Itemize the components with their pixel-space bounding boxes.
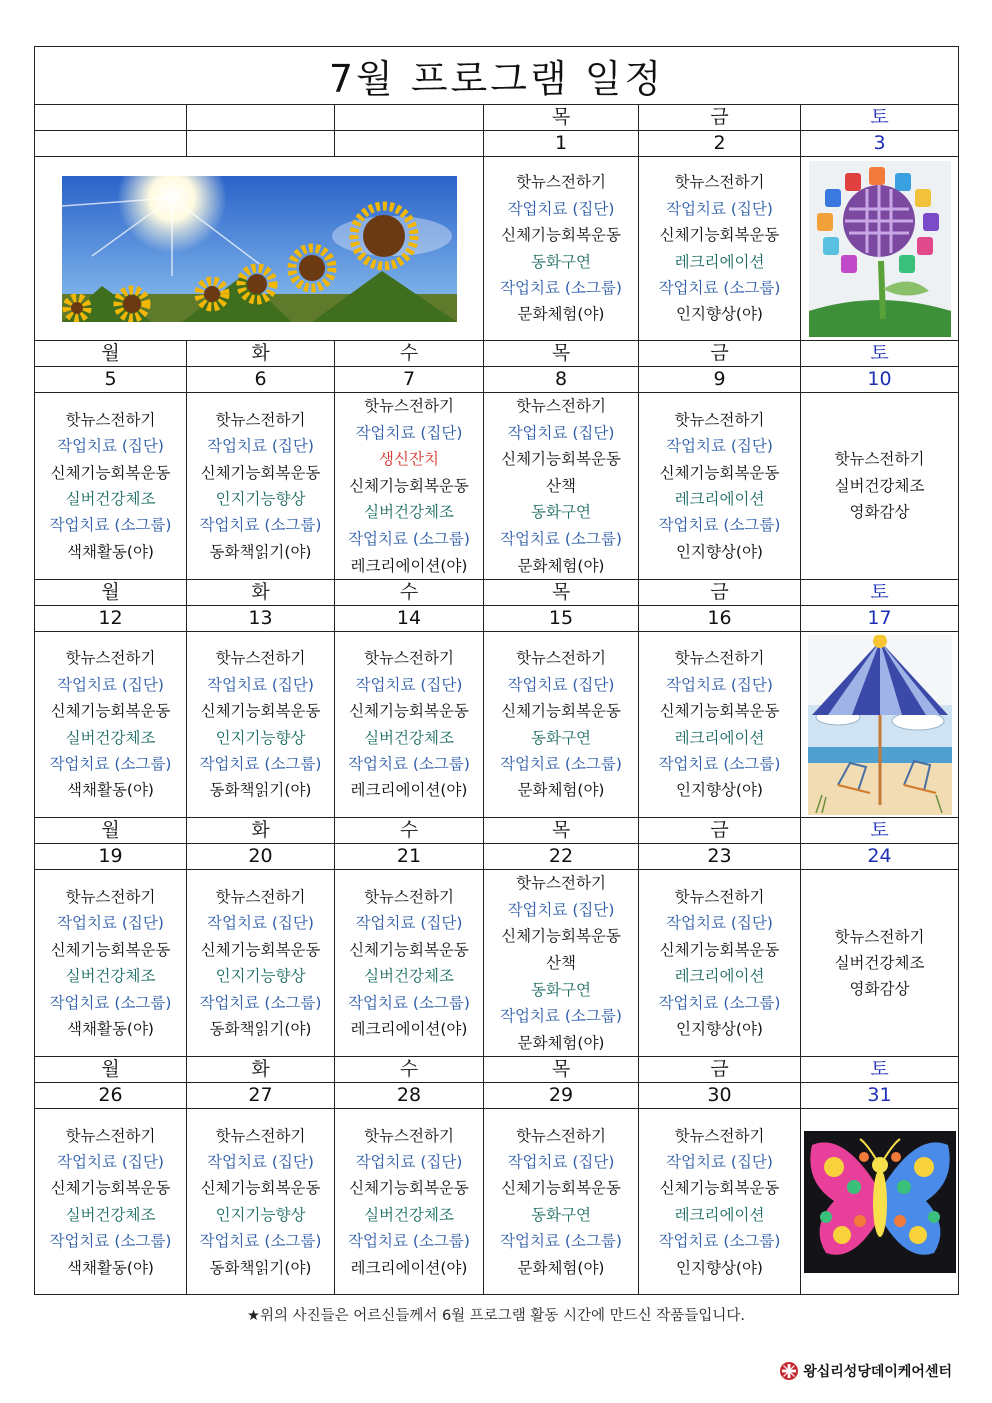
activity-item: 작업치료 (소그룹)	[199, 516, 322, 535]
activity-item: 동화책읽기(야)	[209, 542, 312, 561]
activity-item: 작업치료 (집단)	[666, 675, 773, 694]
activity-item: 레크리에이션	[674, 1205, 765, 1224]
activity-item: 작업치료 (집단)	[207, 1153, 314, 1171]
activity-cell	[335, 1109, 484, 1295]
activity-item: 작업치료 (소그룹)	[658, 1232, 781, 1251]
weekday-thu: 목	[484, 105, 639, 131]
center-logo	[779, 1361, 952, 1381]
activity-item: 신체기능회복운동	[501, 702, 621, 721]
activity-item: 작업치료 (집단)	[57, 675, 164, 694]
activity-item: 신체기능회복운동	[50, 1179, 171, 1198]
activity-cell	[639, 393, 801, 580]
activity-item: 작업치료 (소그룹)	[658, 755, 781, 774]
activity-item: 인지기능향상	[215, 1205, 306, 1224]
activity-cell	[35, 870, 187, 1057]
date-row	[35, 844, 959, 870]
activity-cell	[639, 1109, 801, 1295]
activity-item: 핫뉴스전하기	[674, 1126, 765, 1145]
weekday-header-row	[35, 818, 959, 844]
activity-item: 핫뉴스전하기	[215, 1126, 306, 1145]
activity-cell	[801, 870, 959, 1057]
activity-item: 동화책읽기(야)	[209, 781, 312, 800]
date-cell: 29	[484, 1083, 639, 1109]
activity-row	[35, 870, 959, 1057]
activity-item: 핫뉴스전하기	[65, 649, 156, 668]
date-cell: 27	[187, 1083, 335, 1109]
activity-item: 실버건강체조	[65, 490, 156, 509]
activity-cell	[335, 870, 484, 1057]
activity-item: 신체기능회복운동	[349, 940, 469, 959]
activity-item: 문화체험(야)	[517, 1258, 605, 1277]
activity-item: 동화구연	[531, 252, 591, 271]
activity-cell	[35, 1109, 187, 1295]
activity-item: 핫뉴스전하기	[516, 874, 606, 893]
activity-item: 핫뉴스전하기	[215, 410, 306, 429]
activity-item: 작업치료 (소그룹)	[199, 993, 322, 1012]
date-row	[35, 367, 959, 393]
weekday-mon: 월	[35, 818, 187, 844]
date-cell: 15	[484, 606, 639, 632]
weekday-wed: 수	[335, 1057, 484, 1083]
date-cell-sat: 24	[801, 844, 959, 870]
activity-item: 신체기능회복운동	[659, 1179, 780, 1198]
activity-item: 작업치료 (집단)	[355, 914, 463, 933]
activity-item: 레크리에이션	[674, 967, 765, 986]
weekday-header-row	[35, 1057, 959, 1083]
date-cell-sat: 31	[801, 1083, 959, 1109]
weekday-wed: 수	[335, 341, 484, 367]
activity-cell	[484, 393, 639, 580]
date-cell	[187, 131, 335, 157]
weekday-cell	[35, 105, 187, 131]
activity-item: 작업치료 (집단)	[666, 437, 773, 456]
activity-item: 핫뉴스전하기	[674, 410, 765, 429]
weekday-tue: 화	[187, 1057, 335, 1083]
activity-item: 작업치료 (집단)	[507, 199, 615, 218]
weekday-mon: 월	[35, 580, 187, 606]
activity-item: 작업치료 (소그룹)	[348, 755, 470, 774]
activity-item: 작업치료 (소그룹)	[49, 1232, 172, 1251]
date-cell: 7	[335, 367, 484, 393]
date-cell: 22	[484, 844, 639, 870]
activity-cell	[187, 870, 335, 1057]
activity-item: 문화체험(야)	[517, 305, 605, 324]
activity-item: 인지기능향상	[215, 490, 306, 509]
craft-image-cell	[801, 1109, 959, 1295]
activity-item: 작업치료 (소그룹)	[348, 1232, 470, 1251]
date-cell-sat: 17	[801, 606, 959, 632]
activity-item: 핫뉴스전하기	[516, 173, 606, 192]
weekday-fri: 금	[639, 818, 801, 844]
activity-item: 산책	[546, 953, 576, 972]
activity-item: 작업치료 (소그룹)	[49, 993, 172, 1012]
activity-item: 레크리에이션(야)	[350, 1258, 468, 1277]
activity-item: 인지향상(야)	[676, 1258, 763, 1277]
date-cell-sat: 10	[801, 367, 959, 393]
activity-cell	[335, 393, 484, 580]
weekday-sat: 토	[801, 105, 959, 131]
weekday-cell	[335, 105, 484, 131]
activity-item: 신체기능회복운동	[200, 702, 321, 721]
activity-item: 신체기능회복운동	[659, 226, 780, 245]
weekday-tue: 화	[187, 818, 335, 844]
activity-item: 레크리에이션(야)	[350, 556, 468, 575]
activity-item: 동화책읽기(야)	[209, 1020, 312, 1039]
activity-cell	[335, 632, 484, 818]
activity-item: 신체기능회복운동	[349, 702, 469, 721]
activity-item: 영화감상	[849, 980, 910, 999]
activity-item: 핫뉴스전하기	[364, 649, 454, 668]
activity-item: 인지향상(야)	[676, 542, 763, 561]
weekday-sat: 토	[801, 341, 959, 367]
activity-item: 문화체험(야)	[517, 1033, 605, 1052]
activity-item: 실버건강체조	[364, 967, 454, 986]
activity-item: 핫뉴스전하기	[65, 888, 156, 907]
paper-sunflower-craft	[809, 161, 951, 337]
weekday-thu: 목	[484, 1057, 639, 1083]
date-cell-sat: 3	[801, 131, 959, 157]
activity-item: 작업치료 (집단)	[355, 675, 463, 694]
activity-item: 동화책읽기(야)	[209, 1258, 312, 1277]
sunflower-photo-cell	[35, 157, 484, 341]
activity-item: 작업치료 (소그룹)	[658, 278, 781, 297]
activity-item: 핫뉴스전하기	[364, 888, 454, 907]
weekday-header-row	[35, 580, 959, 606]
activity-item: 레크리에이션	[674, 490, 765, 509]
activity-item: 신체기능회복운동	[349, 476, 469, 495]
date-cell: 5	[35, 367, 187, 393]
activity-item: 작업치료 (소그룹)	[49, 755, 172, 774]
activity-item: 작업치료 (소그룹)	[348, 993, 470, 1012]
weekday-fri: 금	[639, 1057, 801, 1083]
activity-item: 작업치료 (소그룹)	[658, 516, 781, 535]
footer-note: ★위의 사진들은 어르신들께서 6월 프로그램 활동 시간에 만드신 작품들입니다.	[247, 1308, 745, 1324]
date-cell: 28	[335, 1083, 484, 1109]
activity-item: 레크리에이션(야)	[350, 781, 468, 800]
activity-item: 동화구연	[531, 1205, 591, 1224]
activity-item: 신체기능회복운동	[659, 940, 780, 959]
activity-item: 레크리에이션	[674, 252, 765, 271]
activity-item: 신체기능회복운동	[349, 1179, 469, 1198]
butterfly-mosaic-craft	[804, 1131, 956, 1273]
activity-cell	[639, 870, 801, 1057]
date-cell	[335, 131, 484, 157]
activity-item: 작업치료 (집단)	[207, 914, 314, 933]
activity-cell	[484, 870, 639, 1057]
weekday-mon: 월	[35, 1057, 187, 1083]
activity-item: 핫뉴스전하기	[674, 888, 765, 907]
activity-cell	[484, 1109, 639, 1295]
beach-umbrella-drawing	[808, 635, 952, 815]
activity-item: 색채활동(야)	[67, 542, 154, 561]
activity-item: 작업치료 (소그룹)	[49, 516, 172, 535]
activity-item: 영화감상	[849, 503, 910, 522]
activity-item: 인지향상(야)	[676, 781, 763, 800]
weekday-wed: 수	[335, 818, 484, 844]
activity-item: 핫뉴스전하기	[65, 1126, 156, 1145]
activity-row	[35, 1109, 959, 1295]
date-cell	[35, 131, 187, 157]
activity-item: 작업치료 (소그룹)	[500, 278, 622, 297]
date-row	[35, 1083, 959, 1109]
weekday-cell	[187, 105, 335, 131]
activity-item: 작업치료 (집단)	[507, 900, 615, 919]
weekday-fri: 금	[639, 105, 801, 131]
activity-item: 신체기능회복운동	[200, 463, 321, 482]
activity-item: 실버건강체조	[834, 954, 925, 973]
activity-item: 핫뉴스전하기	[674, 649, 765, 668]
date-row	[35, 131, 959, 157]
activity-item: 작업치료 (집단)	[57, 1153, 164, 1171]
activity-item: 실버건강체조	[834, 476, 925, 495]
activity-item: 핫뉴스전하기	[364, 1126, 454, 1145]
activity-item: 핫뉴스전하기	[516, 649, 606, 668]
activity-item: 작업치료 (집단)	[507, 675, 615, 694]
activity-cell	[484, 157, 639, 341]
activity-item: 인지향상(야)	[676, 305, 763, 324]
activity-row	[35, 157, 959, 341]
date-cell: 26	[35, 1083, 187, 1109]
activity-item: 신체기능회복운동	[50, 463, 171, 482]
calendar-table	[34, 46, 959, 1295]
activity-item: 신체기능회복운동	[50, 702, 171, 721]
activity-cell	[187, 1109, 335, 1295]
activity-row	[35, 632, 959, 818]
activity-item: 작업치료 (소그룹)	[500, 1007, 622, 1026]
activity-item: 문화체험(야)	[517, 556, 605, 575]
date-cell: 19	[35, 844, 187, 870]
cross-logo-icon	[779, 1361, 799, 1381]
activity-item: 작업치료 (집단)	[666, 1153, 773, 1171]
activity-item: 작업치료 (집단)	[666, 914, 773, 933]
activity-item: 인지향상(야)	[676, 1020, 763, 1039]
activity-item: 핫뉴스전하기	[65, 410, 156, 429]
weekday-sat: 토	[801, 1057, 959, 1083]
weekday-header-row	[35, 341, 959, 367]
activity-item: 동화구연	[531, 728, 591, 747]
date-cell: 30	[639, 1083, 801, 1109]
date-cell: 13	[187, 606, 335, 632]
activity-item: 신체기능회복운동	[659, 702, 780, 721]
date-cell: 21	[335, 844, 484, 870]
activity-item: 실버건강체조	[65, 967, 156, 986]
date-cell: 16	[639, 606, 801, 632]
activity-item: 인지기능향상	[215, 728, 306, 747]
activity-item: 신체기능회복운동	[501, 927, 621, 946]
weekday-sat: 토	[801, 580, 959, 606]
activity-item: 레크리에이션(야)	[350, 1020, 468, 1039]
center-name: 왕십리성당데이케어센터	[803, 1364, 952, 1380]
activity-item: 실버건강체조	[364, 728, 454, 747]
activity-item: 색채활동(야)	[67, 1258, 154, 1277]
activity-item: 핫뉴스전하기	[364, 397, 454, 415]
activity-item: 핫뉴스전하기	[215, 649, 306, 668]
activity-item: 실버건강체조	[65, 728, 156, 747]
weekday-fri: 금	[639, 580, 801, 606]
activity-item: 실버건강체조	[364, 503, 454, 522]
activity-item: 핫뉴스전하기	[516, 397, 606, 415]
activity-item: 핫뉴스전하기	[516, 1126, 606, 1145]
activity-item: 신체기능회복운동	[501, 450, 621, 469]
activity-item: 신체기능회복운동	[501, 1179, 621, 1198]
weekday-wed: 수	[335, 580, 484, 606]
activity-item: 동화구연	[531, 503, 591, 522]
activity-item: 색채활동(야)	[67, 781, 154, 800]
activity-cell	[187, 632, 335, 818]
weekday-fri: 금	[639, 341, 801, 367]
weekday-sat: 토	[801, 818, 959, 844]
activity-cell	[35, 632, 187, 818]
activity-item: 작업치료 (집단)	[355, 423, 463, 442]
date-cell: 9	[639, 367, 801, 393]
activity-item: 핫뉴스전하기	[215, 888, 306, 907]
activity-item: 핫뉴스전하기	[834, 927, 925, 946]
weekday-tue: 화	[187, 341, 335, 367]
activity-cell	[639, 632, 801, 818]
activity-item: 작업치료 (집단)	[207, 437, 314, 456]
activity-item: 신체기능회복운동	[50, 940, 171, 959]
activity-item: 색채활동(야)	[67, 1020, 154, 1039]
activity-item: 핫뉴스전하기	[834, 450, 925, 469]
activity-item: 신체기능회복운동	[501, 226, 621, 245]
activity-item: 실버건강체조	[65, 1205, 156, 1224]
weekday-mon: 월	[35, 341, 187, 367]
date-cell: 8	[484, 367, 639, 393]
craft-image-cell	[801, 157, 959, 341]
weekday-thu: 목	[484, 341, 639, 367]
activity-cell	[484, 632, 639, 818]
activity-item: 작업치료 (소그룹)	[500, 529, 622, 548]
activity-item: 작업치료 (집단)	[507, 423, 615, 442]
date-row	[35, 606, 959, 632]
activity-row	[35, 393, 959, 580]
activity-item: 작업치료 (소그룹)	[348, 529, 470, 548]
activity-item: 신체기능회복운동	[659, 463, 780, 482]
activity-item: 핫뉴스전하기	[674, 173, 765, 192]
activity-cell	[639, 157, 801, 341]
activity-item: 작업치료 (집단)	[207, 675, 314, 694]
date-cell: 20	[187, 844, 335, 870]
activity-item: 작업치료 (소그룹)	[500, 1232, 622, 1251]
weekday-thu: 목	[484, 818, 639, 844]
weekday-header-row	[35, 105, 959, 131]
activity-item: 신체기능회복운동	[200, 940, 321, 959]
activity-item: 레크리에이션	[674, 728, 765, 747]
activity-item: 작업치료 (집단)	[666, 199, 773, 218]
activity-item: 작업치료 (소그룹)	[199, 1232, 322, 1251]
activity-item: 작업치료 (소그룹)	[199, 755, 322, 774]
activity-item: 작업치료 (소그룹)	[658, 993, 781, 1012]
activity-item: 작업치료 (집단)	[57, 437, 164, 456]
activity-item: 작업치료 (소그룹)	[500, 755, 622, 774]
activity-cell	[187, 393, 335, 580]
page-title: 7월 프로그램 일정	[35, 47, 959, 105]
activity-item: 문화체험(야)	[517, 781, 605, 800]
activity-item: 작업치료 (집단)	[355, 1153, 463, 1171]
activity-cell	[35, 393, 187, 580]
date-cell: 2	[639, 131, 801, 157]
activity-item: 실버건강체조	[364, 1205, 454, 1224]
date-cell: 12	[35, 606, 187, 632]
weekday-thu: 목	[484, 580, 639, 606]
date-cell: 23	[639, 844, 801, 870]
activity-cell	[801, 393, 959, 580]
date-cell: 6	[187, 367, 335, 393]
activity-item: 작업치료 (집단)	[57, 914, 164, 933]
activity-item-birthday: 생신잔치	[379, 450, 439, 469]
craft-image-cell	[801, 632, 959, 818]
sunflower-photo	[62, 176, 457, 322]
activity-item: 인지기능향상	[215, 967, 306, 986]
activity-item: 신체기능회복운동	[200, 1179, 321, 1198]
activity-item: 동화구연	[531, 980, 591, 999]
activity-item: 작업치료 (집단)	[507, 1153, 615, 1171]
date-cell: 1	[484, 131, 639, 157]
activity-item: 산책	[546, 476, 576, 495]
weekday-tue: 화	[187, 580, 335, 606]
date-cell: 14	[335, 606, 484, 632]
